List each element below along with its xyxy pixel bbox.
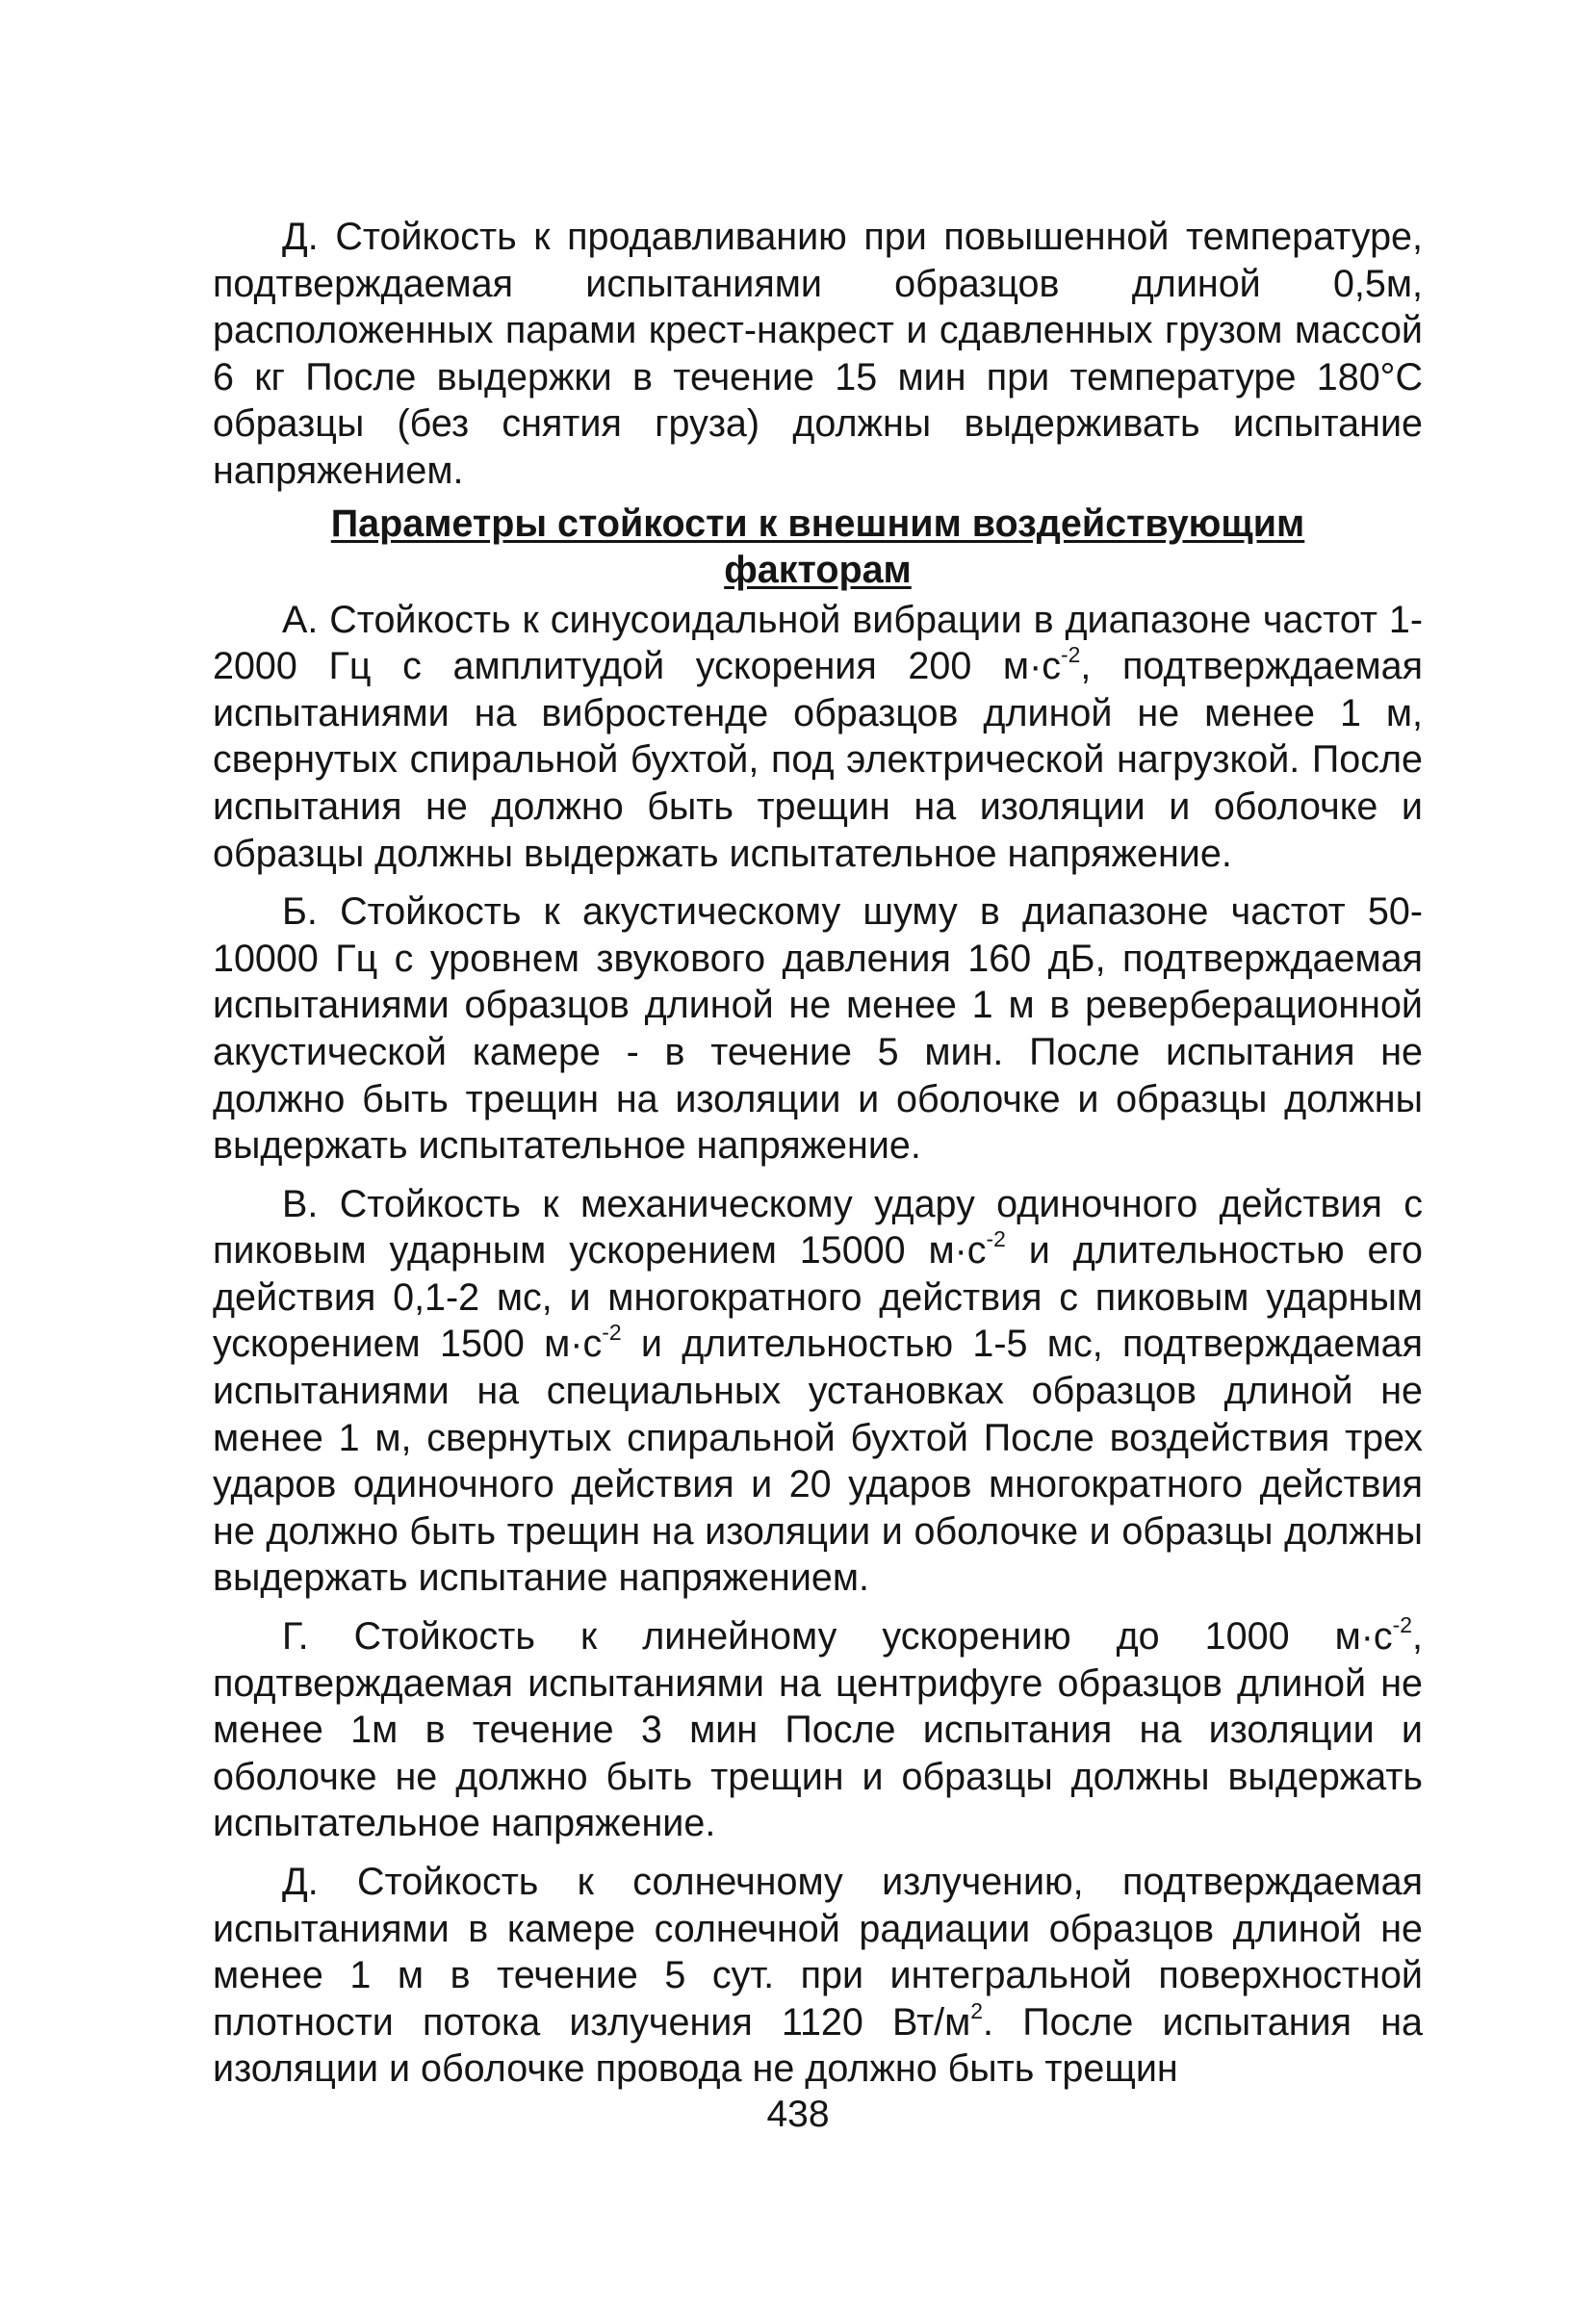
page-body xyxy=(213,214,1423,2093)
paragraph-label: Г. xyxy=(282,1615,309,1659)
page-number: 438 xyxy=(766,2094,830,2135)
paragraph-text: Стойкость к акустическому шуму в диапазоне частот 50-10000 Гц с уровнем звукового давления 160 дБ, подтверждаемая испытаниями образцов длиной не менее 1 м в реверберационной акустической камере - в течение 5 мин. После испытания не должно быть трещин на изоляции и оболочке и образцы должны выдержать испытательное напряжение. xyxy=(213,890,1423,1168)
superscript: -2 xyxy=(602,1320,622,1346)
heading-line-2: факторам xyxy=(724,548,912,591)
paragraph-label: В. xyxy=(282,1182,319,1225)
paragraph-text: . После испытания на изоляции и оболочке провода не должно быть трещин xyxy=(213,2000,1423,2091)
paragraph-label: Б. xyxy=(282,890,318,934)
paragraph-text: Стойкость к механическому удару одиночного действия с пиковым ударным ускорением 15000 м·с xyxy=(213,1182,1423,1273)
heading-line-1: Параметры стойкости к внешним воздействующим xyxy=(330,502,1305,545)
paragraph-label: Д. xyxy=(282,216,319,258)
paragraph-d xyxy=(213,1859,1423,2093)
superscript: -2 xyxy=(1392,1611,1413,1637)
superscript: 2 xyxy=(970,1997,984,2023)
paragraph-g xyxy=(213,1613,1423,1847)
paragraph-text: Стойкость к продавливанию при повышенной температуре, подтверждаемая испытаниями образцов длиной 0,5м, расположенных парами крест-накрест и сдавленных грузом массой 6 кг После выдержки в течение 15 мин при температуре 180°С образцы (без снятия груза) должны выдерживать испытание напряжением. xyxy=(213,216,1423,492)
paragraph-b xyxy=(213,888,1423,1170)
paragraph-intro xyxy=(213,214,1423,495)
paragraph-text: , подтверждаемая испытаниями на вибростенде образцов длиной не менее 1 м, свернутых спиральной бухтой, под электрической нагрузкой. После испытания не должно быть трещин на изоляции и оболочке и образцы должны выдержать испытательное напряжение. xyxy=(213,645,1423,875)
paragraph-v xyxy=(213,1181,1423,1602)
paragraph-text: и длительностью его действия 0,1-2 мс, и многократного действия с пиковым ударным ускорением 1500 м·с xyxy=(213,1229,1423,1366)
paragraph-text: Стойкость к линейному ускорению до 1000 м·с xyxy=(353,1615,1393,1659)
superscript: -2 xyxy=(1060,641,1081,667)
paragraph-label: А. xyxy=(282,598,319,641)
section-heading xyxy=(213,501,1423,593)
paragraph-text: , подтверждаемая испытаниями на центрифуге образцов длиной не менее 1м в течение 3 мин После испытания на изоляции и оболочке не должно быть трещин и образцы должны выдержать испытательное напряжение. xyxy=(213,1615,1423,1845)
paragraph-label: Д. xyxy=(282,1861,319,1903)
paragraph-text: Стойкость к синусоидальной вибрации в диапазоне частот 1-2000 Гц с амплитудой ускорения 200 м·с xyxy=(213,598,1423,688)
superscript: -2 xyxy=(986,1226,1006,1252)
paragraph-a xyxy=(213,597,1423,878)
paragraph-text: и длительностью 1-5 мс, подтверждаемая испытаниями на специальных установках образцов длиной не менее 1 м, свернутых спиральной бухтой После воздействия трех ударов одиночного действия и 20 ударов многократного действия не должно быть трещин на изоляции и оболочке и образцы должны выдержать испытание напряжением. xyxy=(213,1323,1423,1600)
paragraph-text: Стойкость к солнечному излучению, подтверждаемая испытаниями в камере солнечной радиации образцов длиной не менее 1 м в течение 5 сут. при интегральной поверхностной плотности потока излучения 1120 Вт/м xyxy=(213,1861,1423,2044)
